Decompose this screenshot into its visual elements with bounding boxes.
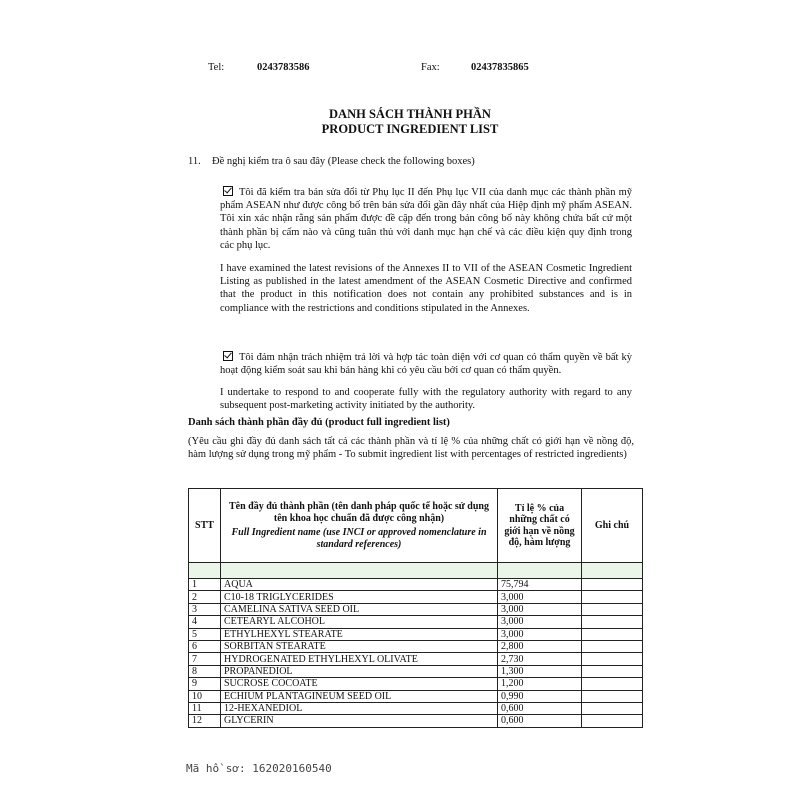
table-row (189, 579, 643, 591)
contact-line (208, 62, 608, 78)
tel-value: 0243783586 (257, 62, 310, 73)
table-row (189, 591, 643, 603)
col-pct-header: Tỉ lệ % của những chất có giới hạn về nồng độ, hàm lượng (498, 489, 582, 563)
cell-stt: 11 (189, 702, 221, 714)
cell-percentage: 0,600 (498, 715, 582, 727)
cell-percentage: 0,600 (498, 702, 582, 714)
declaration-1-en: I have examined the latest revisions of the Annexes II to VII of the ASEAN Cosmetic Ingredient Listing as published in the latest amendment of the ASEAN Cosmetic Directive and confirmed that the product in this notification does not contain any prohibited substances and is in compliance with the restrictions and conditions stipulated in the Annexes. (220, 263, 632, 314)
cell-stt: 9 (189, 678, 221, 690)
table-row (189, 616, 643, 628)
table-row (189, 715, 643, 727)
cell-note (582, 702, 643, 714)
cell-ingredient-name: AQUA (221, 579, 498, 591)
cell-ingredient-name: ECHIUM PLANTAGINEUM SEED OIL (221, 690, 498, 702)
col-name-header-en: Full Ingredient name (use INCI or approved nomenclature in standard references) (231, 527, 487, 550)
cell-note (582, 715, 643, 727)
declaration-1-vi (220, 186, 632, 252)
cell-ingredient-name: GLYCERIN (221, 715, 498, 727)
table-header-row (189, 489, 643, 563)
table-row (189, 640, 643, 652)
cell-percentage: 1,200 (498, 678, 582, 690)
cell-stt: 2 (189, 591, 221, 603)
cell-stt: 5 (189, 628, 221, 640)
table-row (189, 702, 643, 714)
col-stt-header: STT (189, 489, 221, 563)
cell-ingredient-name: HYDROGENATED ETHYLHEXYL OLIVATE (221, 653, 498, 665)
cell-note (582, 665, 643, 677)
cell-note (582, 690, 643, 702)
table-row (189, 690, 643, 702)
cell-percentage: 75,794 (498, 579, 582, 591)
cell-ingredient-name: SORBITAN STEARATE (221, 640, 498, 652)
cell-percentage: 2,800 (498, 640, 582, 652)
section-number: 11. (188, 156, 201, 167)
cell-note (582, 653, 643, 665)
col-name-header-vi: Tên đầy đủ thành phần (tên danh pháp quốc tế hoặc sử dụng tên khoa học chuẩn đã được công nhận) (229, 501, 489, 524)
fax-label: Fax: (421, 62, 440, 73)
cell-ingredient-name: C10-18 TRIGLYCERIDES (221, 591, 498, 603)
section-11 (188, 156, 475, 167)
document-title (160, 107, 660, 137)
cell-ingredient-name: CETEARYL ALCOHOL (221, 616, 498, 628)
cell-percentage: 3,000 (498, 616, 582, 628)
cell-stt: 1 (189, 579, 221, 591)
full-list-note: (Yêu cầu ghi đầy đủ danh sách tất cả các thành phần và tỉ lệ % của những chất có giới hạn về nồng độ, hàm lượng sử dụng trong mỹ phẩm - To submit ingredient list with percentages of restricted ingredients) (188, 436, 634, 460)
cell-note (582, 579, 643, 591)
ingredient-table (188, 488, 643, 728)
table-row (189, 665, 643, 677)
declaration-1-vi-text: Tôi đã kiểm tra bản sửa đổi từ Phụ lục II đến Phụ lục VII của danh mục các thành phần mỹ phẩm ASEAN như được công bố trên bản sửa đổi gần đây nhất của Hiệp định mỹ phẩm ASEAN. Tôi xin xác nhận rằng sản phẩm được đề cập đến trong bản công bố này không chứa bất cứ một thành phần bị cấm nào và cũng tuân thủ với danh mục hạn chế và các điều kiện quy định trong các phụ lục. (220, 187, 632, 251)
cell-note (582, 603, 643, 615)
cell-stt: 3 (189, 603, 221, 615)
title-en: PRODUCT INGREDIENT LIST (321, 122, 499, 136)
full-list-heading: Danh sách thành phần đầy đủ (product full ingredient list) (188, 417, 450, 428)
cell-stt: 10 (189, 690, 221, 702)
cell-note (582, 678, 643, 690)
cell-ingredient-name: PROPANEDIOL (221, 665, 498, 677)
cell-stt: 8 (189, 665, 221, 677)
cell-ingredient-name: CAMELINA SATIVA SEED OIL (221, 603, 498, 615)
cell-percentage: 3,000 (498, 603, 582, 615)
cell-percentage: 3,000 (498, 628, 582, 640)
title-vi: DANH SÁCH THÀNH PHẦN (329, 107, 491, 121)
table-row (189, 678, 643, 690)
cell-percentage: 0,990 (498, 690, 582, 702)
declaration-2-vi-text: Tôi đảm nhận trách nhiệm trả lời và hợp tác toàn diện với cơ quan có thẩm quyền về bất kỳ hoạt động kiểm soát sau khi bán hàng khi có yêu cầu bởi cơ quan có thẩm quyền. (220, 352, 632, 377)
cell-ingredient-name: ETHYLHEXYL STEARATE (221, 628, 498, 640)
tel-label: Tel: (208, 62, 225, 73)
checked-box-icon[interactable] (223, 351, 233, 361)
cell-ingredient-name: SUCROSE COCOATE (221, 678, 498, 690)
table-row (189, 653, 643, 665)
declaration-2-en: I undertake to respond to and cooperate fully with the regulatory authority with regard to any subsequent post-marketing activity initiated by the authority. (220, 387, 632, 412)
cell-percentage: 3,000 (498, 591, 582, 603)
table-row (189, 628, 643, 640)
cell-stt: 7 (189, 653, 221, 665)
cell-ingredient-name: 12-HEXANEDIOL (221, 702, 498, 714)
col-name-header (221, 489, 498, 563)
table-row (189, 603, 643, 615)
cell-note (582, 628, 643, 640)
cell-note (582, 616, 643, 628)
cell-stt: 4 (189, 616, 221, 628)
cell-note (582, 591, 643, 603)
cell-percentage: 1,300 (498, 665, 582, 677)
declaration-2-vi (220, 351, 632, 377)
table-spacer-row (189, 563, 643, 579)
cell-note (582, 640, 643, 652)
cell-stt: 6 (189, 640, 221, 652)
dossier-code: Mã hồ sơ: 162020160540 (186, 762, 332, 775)
section-text: Đề nghị kiểm tra ô sau đây (Please check the following boxes) (212, 156, 475, 167)
col-note-header: Ghi chú (582, 489, 643, 563)
fax-value: 02437835865 (471, 62, 529, 73)
cell-stt: 12 (189, 715, 221, 727)
checked-box-icon[interactable] (223, 186, 233, 196)
cell-percentage: 2,730 (498, 653, 582, 665)
